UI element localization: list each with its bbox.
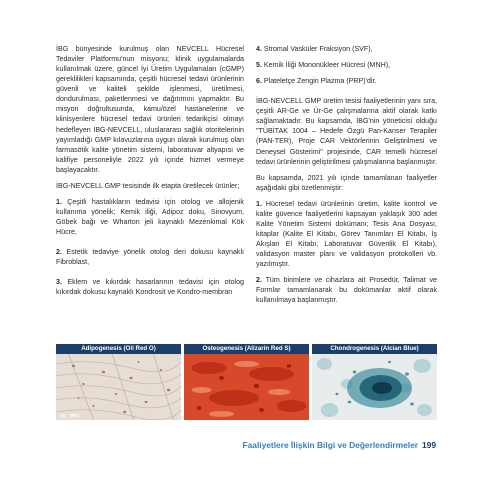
- product-item-5: [256, 60, 437, 70]
- product-item-6: [256, 76, 437, 86]
- product-item-num: 1.: [56, 197, 62, 206]
- product-item-num: 4.: [256, 45, 262, 53]
- activity-item-text: Tüm birimlere ve cihazlara ait Prosedür, Talimat ve Formlar tamamlanarak bu dokümanlar aktif olarak kullanılmaya başlanmıştır.: [256, 276, 438, 305]
- adipogenesis-sample-label: AD - MSC: [59, 413, 80, 418]
- product-item-text: Eklem ve kıkırdak hasarlarının tedavisi için otolog kıkırdak dokusu kaynaklı Kondrosit ve Kondro-membran: [56, 278, 244, 297]
- adipogenesis-micrograph: [56, 354, 181, 420]
- product-item-text: Çeşitli hastalıkların tedavisi için otolog ve allojenik kullanıma yönelik; Kemik iliği, Adipoz doku, Sinovyum, Göbek bağı ve Wharton jeli kaynaklı Mezenkimal Kök Hücre,: [56, 197, 244, 237]
- chondrogenesis-panel: [312, 344, 437, 420]
- chondrogenesis-micrograph: [312, 354, 437, 420]
- micrograph-figure: [56, 344, 437, 420]
- right-column: [256, 44, 437, 311]
- product-item-text: Kemik İliği Mononükleer Hücresi (MNH),: [263, 61, 391, 70]
- products-intro: İBG-NEVCELL GMP tesisinde ilk etapta üretilecek ürünler;: [56, 181, 240, 190]
- product-item-text: Plateletçe Zengin Plazma (PRP)'dir.: [263, 77, 377, 86]
- activity-item-2: [256, 275, 437, 305]
- product-item-3: [56, 277, 244, 297]
- adipogenesis-panel: [56, 344, 181, 420]
- activity-item-text: Hücresel tedavi ürünlerinin üretim, kalite kontrol ve kalite güvence faaliyetlerini kapsayan yaklaşık 300 adet Kalite Yönetim Sistemi dokümanı; Tesis Ana Dosyası, kitaplar (Kalite El Kitabı, Görev Tanımları El Kitabı, İş Akışları El Kitabı, Laboratuvar Güvenlik El Kitabı), validasyon master planı ve validasyon protokolleri vb. yazılmıştır.: [256, 199, 437, 269]
- product-item-num: 3.: [56, 278, 62, 287]
- rd-paragraph: İBG-NEVCELL GMP üretim tesisi faaliyetlerinin yanı sıra, çeşitli AR-Ge ve Ür-Ge çalışmalarına aktif olarak katkı sağlamaktadır. Bu kapsamda, İBG'nin yöneticisi olduğu "TÜBİTAK 1004 – Hedefe Özgü Pan-Kanser Terapiler (PAN-TER), Proje CAR Vektörlerinin Geliştirilmesi ve Deneysel Gösterimi" projesinde, CAR temelli hücresel tedavi ürünlerinin geliştirilmesi çalışmalarına başlanmıştır.: [256, 97, 437, 166]
- page-number: 199: [422, 440, 436, 450]
- osteogenesis-panel: [184, 344, 309, 420]
- activity-item-1: [256, 199, 437, 269]
- activity-item-num: 1.: [256, 199, 262, 208]
- page-footer: [243, 440, 436, 450]
- footer-title: Faaliyetlere İlişkin Bilgi ve Değerlendirmeler: [242, 440, 419, 450]
- product-item-1: [56, 197, 244, 237]
- osteogenesis-micrograph: [184, 354, 309, 420]
- product-item-text: Estetik tedaviye yönelik otolog deri dokusu kaynaklı Fibroblast,: [56, 248, 244, 267]
- product-item-4: [256, 44, 437, 54]
- intro-paragraph: İBG bünyesinde kurulmuş olan NEVCELL Hücresel Tedaviler Platformu'nun misyonu; klinik uygulamalarda kullanılmak üzere, güncel İyi Üretim Uygulamaları (cGMP) gereklilikleri kapsamında, çeşitli hücresel tedavi ürünlerinin güvenli ve kaliteli şekilde işlenmesi, üretilmesi, dondurulması, paketlenmesi ve dağıtımını yapmaktır. Bu misyon doğrultusunda, kamu/özel hastanelerine ve klinisyenlere hücresel tedavi ürünleri tedarikçisi olmayı hedefleyen İBG-NEVCELL, uluslararası sağlık otoritelerinin yayımladığı GMP kılavuzlarına uygun olarak kurulmuş olan farmasötik kalite yönetim sistemi, laboratuvar altyapısı ve kalifiye personeliyle 2022 yılı içinde hizmet vermeye başlayacaktır.: [56, 45, 244, 174]
- product-item-text: Stromal Vasküler Fraksiyon (SVF),: [263, 45, 373, 53]
- adipogenesis-label: Adipogenesis (Oil Red O): [56, 344, 181, 354]
- activity-item-num: 2.: [256, 276, 262, 285]
- chondrogenesis-label: Chondrogenesis (Alcian Blue): [312, 344, 437, 354]
- product-item-num: 6.: [256, 77, 262, 86]
- left-column: [56, 44, 244, 303]
- osteogenesis-label: Osteogenesis (Alizarin Red S): [184, 344, 309, 354]
- activities-intro: Bu kapsamda, 2021 yılı içinde tamamlanan faaliyetler aşağıdaki gibi özetlenmiştir:: [256, 173, 437, 192]
- product-item-num: 2.: [56, 248, 62, 257]
- product-item-num: 5.: [256, 61, 262, 70]
- product-item-2: [56, 247, 244, 267]
